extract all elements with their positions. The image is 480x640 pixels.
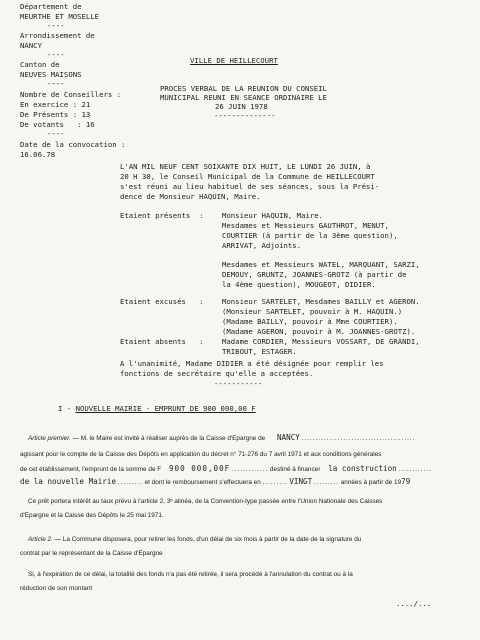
dotted-fill: ............ (398, 466, 432, 473)
department-label: Département de (20, 2, 82, 11)
intro-line: s'est réuni au lieu habituel de ses séances, sous la Prési- (120, 182, 380, 191)
article2-line: Si, à l'expiration de ce délai, la totalité des fonds n'a pas été retirée, il sera procédé à l'annulation du contrat ou à la (28, 571, 353, 578)
article1-fill-duration: VINGT (289, 477, 313, 486)
dotted-fill: ......................................... (301, 435, 416, 442)
article1-text: destiné à financer (269, 466, 321, 473)
convocation-label: Date de la convocation : (20, 140, 126, 149)
presents-line: Mesdames et Messieurs GAUTHROT, MENUT, (222, 221, 389, 230)
unanimite-rule: ----------- (214, 379, 263, 388)
article1-text: M. le Maire est invité à réaliser auprès de la Caisse d'Epargne de (80, 435, 266, 442)
separator: ---- (47, 50, 65, 59)
article1-text: de cet établissement, l'emprunt de la somme de F (20, 466, 162, 473)
article1-line: agissant pour le compte de la Caisse des Dépôts en application du décret n° 71-276 du 7 avril 1971 et aux conditions générales (20, 451, 382, 458)
canton-name: NEUVES MAISONS (20, 70, 82, 79)
dotted-fill: ......... (262, 479, 288, 486)
votants-count: De votants : 16 (20, 120, 95, 129)
presents-line: COURTIER (à partir de la 3ème question), (222, 231, 398, 240)
excuses-line: (Monsieur SARTELET, pouvoir à M. HAQUIN.) (222, 307, 403, 316)
presents-line: DEMOUY, GRUNTZ, JOANNES-GROTZ (à partir de (222, 270, 407, 279)
absents-line: TRIBOUT, ESTAGER. (222, 347, 297, 356)
unanimite-line: fonctions de secrétaire qu'elle a acceptées. (120, 369, 314, 378)
canton-label: Canton de (20, 60, 60, 69)
excuses-line: Monsieur SARTELET, Mesdames BAILLY et AGERON. (222, 297, 420, 306)
article1-fill-purpose: la construction (328, 464, 397, 473)
presents-line: Monsieur HAQUIN, Maire. (222, 211, 324, 220)
excuses-label: Etaient excusés : (120, 297, 204, 306)
section-title (58, 404, 256, 413)
article1-text: années à partir de 19 (340, 479, 402, 486)
conseillers-label: Nombre de Conseillers : (20, 90, 122, 99)
intro-line: L'AN MIL NEUF CENT SOIXANTE DIX HUIT, LE LUNDI 26 JUIN, à (120, 162, 371, 171)
pret-line: Ce prêt portera intérêt au taux prévu à l'article 2, 3ᵉ alinéa, de la Convention-type passée entre l'Union Nationale des Caisses (28, 498, 383, 505)
presents-line: ARRIVAT, Adjoints. (222, 241, 302, 250)
article2-line (28, 536, 361, 544)
section-title-text: NOUVELLE MAIRIE - EMPRUNT DE 900 000,00 F (75, 404, 256, 413)
separator: ---- (47, 21, 65, 30)
pv-title-line: MUNICIPAL REUNI EN SEANCE ORDINAIRE LE (160, 93, 327, 102)
continued-marker: ..../... (396, 599, 432, 608)
absents-line: Madame CORDIER, Messieurs VOSSART, DE GRANDI, (222, 337, 420, 346)
excuses-line: (Madame AGERON, pouvoir à M. JOANNES-GROTZ). (222, 327, 416, 336)
dotted-fill: ............. (232, 466, 269, 473)
convocation-date: 16.06.78 (20, 150, 56, 159)
department-name: MEURTHE ET MOSELLE (20, 12, 100, 21)
ville-title: VILLE DE HEILLECOURT (190, 56, 278, 65)
article2-text: La Commune disposera, pour retirer les fonds, d'un délai de six mois à partir de la date de la signature du (62, 536, 362, 543)
article1-fill-amount: 900 000,00F (168, 464, 231, 473)
presents-line: Mesdames et Messieurs WATEL, MARQUANT, SARZI, (222, 260, 420, 269)
pv-title-line: PROCES VERBAL DE LA REUNION DU CONSEIL (160, 84, 327, 93)
arrondissement-name: NANCY (20, 41, 42, 50)
absents-label: Etaient absents : (120, 337, 204, 346)
article1-heading: Article premier. — (28, 435, 79, 442)
pv-rule: -------------- (214, 111, 276, 120)
excuses-line: (Madame BAILLY, pouvoir à Mme COURTIER). (222, 317, 398, 326)
separator: ---- (47, 129, 65, 138)
unanimite-line: A l'unanimité, Madame DIDIER a été désignée pour remplir les (120, 359, 384, 368)
pv-title-line: 26 JUIN 1978 (215, 102, 268, 111)
presents-count: De Présents : 13 (20, 110, 91, 119)
section-number: I - (58, 404, 76, 413)
article2-heading: Article 2. — (28, 536, 62, 543)
dotted-fill: ......... (117, 479, 143, 486)
article2-line: réduction de son montant (20, 585, 93, 592)
article1-fill-purpose-cont: de la nouvelle Mairie (20, 477, 117, 486)
presents-label: Etaient présents : (120, 211, 204, 220)
separator: ---- (47, 79, 65, 88)
article1-fill-caisse: NANCY (276, 433, 300, 442)
article1-line (28, 434, 415, 443)
article1-line (20, 478, 410, 487)
en-exercice: En exercice : 21 (20, 100, 91, 109)
dotted-fill: ......... (313, 479, 339, 486)
pret-line: d'Epargne et la Caisse des Dépôts le 25 mai 1971. (20, 512, 164, 519)
article1-text: et dont le remboursement s'effectuera en (144, 479, 261, 486)
article1-fill-year: 79 (401, 477, 411, 486)
arrondissement-label: Arrondissement de (20, 31, 95, 40)
presents-line: la 4ème question), MOUGEOT, DIDIER. (222, 280, 376, 289)
article1-line (20, 465, 432, 474)
intro-line: dence de Monsieur HAQUIN, Maire. (120, 192, 261, 201)
intro-line: 20 H 30, le Conseil Municipal de la Commune de HEILLECOURT (120, 172, 375, 181)
article2-line: contrat par le représentant de la Caisse d'Epargne (20, 550, 163, 557)
